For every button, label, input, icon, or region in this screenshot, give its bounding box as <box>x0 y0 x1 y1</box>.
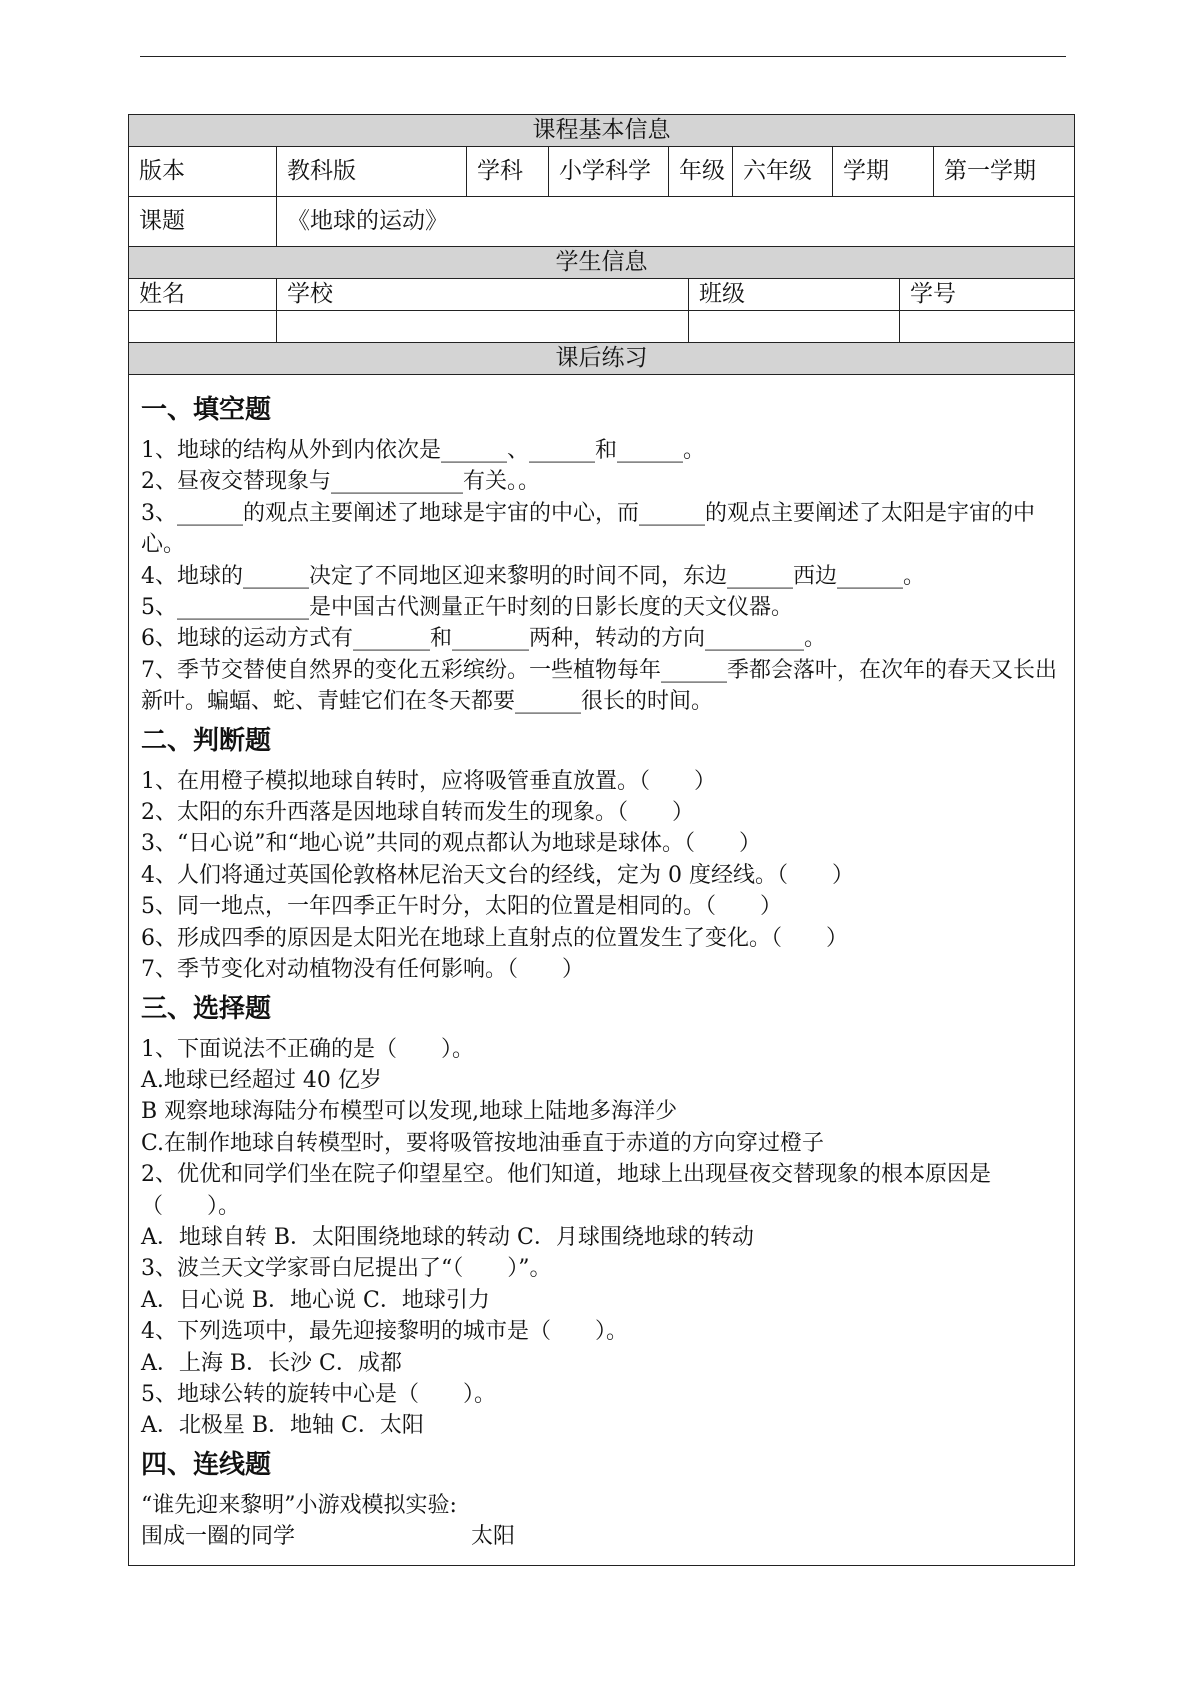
name-label: 姓名 <box>129 279 277 310</box>
class-input[interactable] <box>689 311 900 342</box>
choice-question: 2、优优和同学们坐在院子仰望星空。他们知道，地球上出现昼夜交替现象的根本原因是（ ）。 <box>141 1162 991 1219</box>
edition-label: 版本 <box>129 147 277 196</box>
course-info-header-row <box>129 115 1074 147</box>
fill-blank-question: 2、昼夜交替现象与____________有关。。 <box>141 469 540 495</box>
school-input[interactable] <box>277 311 689 342</box>
fill-blank-question: 4、地球的______决定了不同地区迎来黎明的时间不同，东边______西边______。 <box>141 563 925 589</box>
practice-title: 课后练习 <box>129 343 1074 374</box>
fill-blank-question: 5、____________是中国古代测量正午时刻的日影长度的天文仪器。 <box>141 595 793 621</box>
student-entry-row <box>129 311 1074 343</box>
topic-value: 《地球的运动》 <box>287 208 448 234</box>
grade-label: 年级 <box>669 147 733 196</box>
topic-label: 课题 <box>129 197 277 246</box>
exercise-content <box>129 375 1074 1565</box>
fill-blank-heading: 一、填空题 <box>141 395 272 425</box>
choice-question: 3、波兰天文学家哥白尼提出了“（ ）”。 <box>141 1256 552 1282</box>
name-input[interactable] <box>129 311 277 342</box>
student-fields-row <box>129 279 1074 311</box>
choice-option: A．上海 B．长沙 C．成都 <box>141 1350 402 1376</box>
choice-option: B 观察地球海陆分布模型可以发现,地球上陆地多海洋少 <box>141 1099 678 1125</box>
choice-option: C.在制作地球自转模型时，要将吸管按地油垂直于赤道的方向穿过橙子 <box>141 1130 825 1156</box>
choice-option: A．北极星 B．地轴 C．太阳 <box>141 1413 424 1439</box>
topic-row <box>129 197 1074 247</box>
term-label: 学期 <box>833 147 934 196</box>
page-header-rule <box>140 56 1066 57</box>
school-label: 学校 <box>277 279 689 310</box>
term-value: 第一学期 <box>944 158 1036 184</box>
matching-row: 围成一圈的同学 太阳 <box>141 1524 516 1550</box>
student-info-title: 学生信息 <box>129 247 1074 278</box>
choice-question: 4、下列选项中，最先迎接黎明的城市是（ ）。 <box>141 1319 628 1345</box>
true-false-question: 2、太阳的东升西落是因地球自转而发生的现象。（ ） <box>141 800 694 826</box>
subject-label: 学科 <box>467 147 549 196</box>
choice-option: A.地球已经超过 40 亿岁 <box>141 1067 382 1093</box>
fill-blank-question: 6、地球的运动方式有_______和_______两种，转动的方向_________。 <box>141 626 826 652</box>
student-id-label: 学号 <box>910 281 956 307</box>
student-info-header-row <box>129 247 1074 279</box>
matching-intro: “谁先迎来黎明”小游戏模拟实验: <box>141 1492 457 1518</box>
multiple-choice-heading: 三、选择题 <box>141 993 272 1024</box>
fill-blank-question: 1、地球的结构从外到内依次是______、______和______。 <box>141 438 705 463</box>
choice-question: 5、地球公转的旋转中心是（ ）。 <box>141 1381 496 1407</box>
true-false-question: 1、在用橙子模拟地球自转时，应将吸管垂直放置。（ ） <box>141 768 716 794</box>
fill-blank-question: 7、季节交替使自然界的变化五彩缤纷。一些植物每年______季都会落叶，在次年的春天又长出新叶。蝙蝠、蛇、青蛙它们在冬天都要______很长的时间。 <box>141 657 1057 715</box>
true-false-heading: 二、判断题 <box>141 725 272 756</box>
matching-heading: 四、连线题 <box>141 1449 272 1480</box>
exercise-row <box>129 375 1074 1565</box>
student-id-input[interactable] <box>900 311 1074 342</box>
course-info-row <box>129 147 1074 197</box>
practice-header-row <box>129 343 1074 375</box>
class-label: 班级 <box>689 279 900 310</box>
edition-value: 教科版 <box>277 147 467 196</box>
true-false-question: 7、季节变化对动植物没有任何影响。（ ） <box>141 957 584 983</box>
choice-option: A．地球自转 B．太阳围绕地球的转动 C．月球围绕地球的转动 <box>141 1224 754 1250</box>
course-info-title: 课程基本信息 <box>129 115 1074 146</box>
true-false-question: 3、“日心说”和“地心说”共同的观点都认为地球是球体。（ ） <box>141 831 761 857</box>
subject-value: 小学科学 <box>549 147 669 196</box>
grade-value: 六年级 <box>733 147 833 196</box>
choice-question: 1、下面说法不正确的是（ ）。 <box>141 1036 474 1062</box>
choice-option: A．日心说 B．地心说 C．地球引力 <box>141 1287 490 1313</box>
fill-blank-question: 3、______的观点主要阐述了地球是宇宙的中心，而______的观点主要阐述了太阳是宇宙的中心。 <box>141 500 1035 558</box>
true-false-question: 6、形成四季的原因是太阳光在地球上直射点的位置发生了变化。（ ） <box>141 925 848 951</box>
true-false-question: 4、人们将通过英国伦敦格林尼治天文台的经线，定为 0 度经线。（ ） <box>141 862 854 888</box>
worksheet-table <box>128 114 1075 1566</box>
true-false-question: 5、同一地点，一年四季正午时分，太阳的位置是相同的。（ ） <box>141 894 782 920</box>
